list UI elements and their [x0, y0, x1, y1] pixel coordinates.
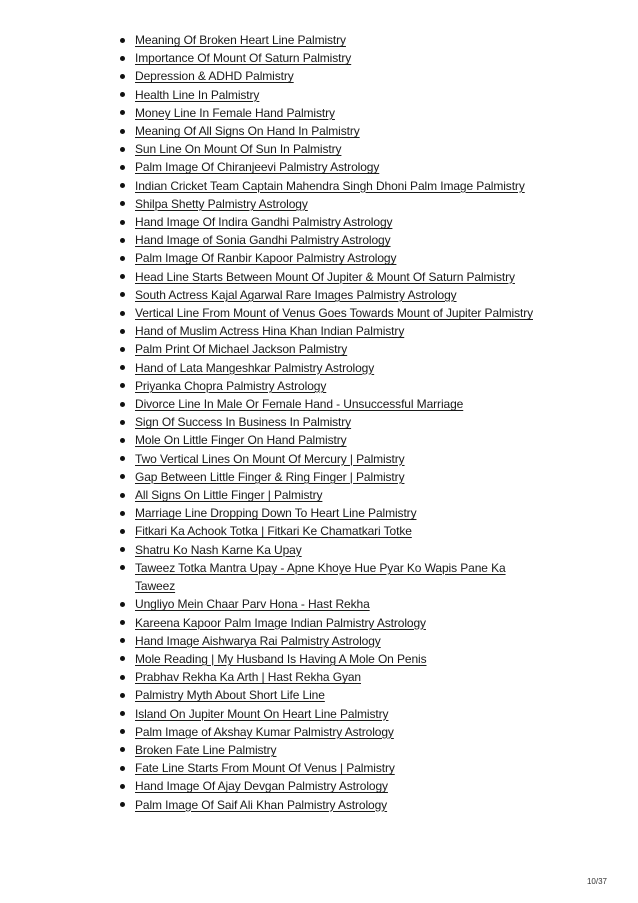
- list-item: [117, 340, 537, 358]
- article-link[interactable]: Hand Image Of Ajay Devgan Palmistry Astrology: [135, 779, 388, 794]
- bullet-icon: [120, 511, 125, 516]
- bullet-icon: [120, 147, 125, 152]
- article-link[interactable]: Ungliyo Mein Chaar Parv Hona - Hast Rekha: [135, 597, 370, 612]
- article-link[interactable]: Island On Jupiter Mount On Heart Line Palmistry: [135, 706, 389, 721]
- bullet-icon: [120, 402, 125, 407]
- list-item: [117, 450, 537, 468]
- article-link[interactable]: Gap Between Little Finger & Ring Finger | Palmistry: [135, 469, 405, 484]
- bullet-icon: [120, 565, 125, 570]
- article-link[interactable]: Sun Line On Mount Of Sun In Palmistry: [135, 142, 342, 157]
- list-item: [117, 723, 537, 741]
- bullet-icon: [120, 766, 125, 771]
- list-item: [117, 486, 537, 504]
- list-item: [117, 686, 537, 704]
- article-link[interactable]: Hand Image Aishwarya Rai Palmistry Astrology: [135, 633, 381, 648]
- list-item: [117, 759, 537, 777]
- article-link[interactable]: Health Line In Palmistry: [135, 87, 260, 102]
- bullet-icon: [120, 729, 125, 734]
- bullet-icon: [120, 329, 125, 334]
- article-link[interactable]: Palmistry Myth About Short Life Line: [135, 688, 325, 703]
- list-item: [117, 741, 537, 759]
- article-link[interactable]: Depression & ADHD Palmistry: [135, 69, 294, 84]
- bullet-icon: [120, 129, 125, 134]
- bullet-icon: [120, 274, 125, 279]
- article-link[interactable]: Palm Image Of Chiranjeevi Palmistry Astrology: [135, 160, 380, 175]
- list-item: [117, 796, 537, 814]
- article-link[interactable]: Palm Image Of Saif Ali Khan Palmistry Astrology: [135, 797, 388, 812]
- list-item: [117, 231, 537, 249]
- bullet-icon: [120, 420, 125, 425]
- list-item: [117, 249, 537, 267]
- article-link[interactable]: Fate Line Starts From Mount Of Venus | Palmistry: [135, 761, 395, 776]
- list-item: [117, 322, 537, 340]
- bullet-icon: [120, 456, 125, 461]
- list-item: [117, 777, 537, 795]
- article-link[interactable]: Hand of Muslim Actress Hina Khan Indian Palmistry: [135, 324, 405, 339]
- list-item: [117, 286, 537, 304]
- article-link[interactable]: Broken Fate Line Palmistry: [135, 742, 277, 757]
- article-link[interactable]: Hand of Lata Mangeshkar Palmistry Astrology: [135, 360, 375, 375]
- list-item: [117, 140, 537, 158]
- list-item: [117, 650, 537, 668]
- article-link[interactable]: Priyanka Chopra Palmistry Astrology: [135, 378, 327, 393]
- article-link[interactable]: Hand Image of Sonia Gandhi Palmistry Astrology: [135, 233, 391, 248]
- bullet-icon: [120, 438, 125, 443]
- bullet-icon: [120, 220, 125, 225]
- article-link[interactable]: Kareena Kapoor Palm Image Indian Palmistry Astrology: [135, 615, 426, 630]
- bullet-icon: [120, 38, 125, 43]
- list-item: [117, 468, 537, 486]
- article-link[interactable]: Mole Reading | My Husband Is Having A Mole On Penis: [135, 651, 427, 666]
- list-item: [117, 49, 537, 67]
- list-item: [117, 268, 537, 286]
- bullet-icon: [120, 311, 125, 316]
- bullet-icon: [120, 383, 125, 388]
- article-link[interactable]: Vertical Line From Mount of Venus Goes Towards Mount of Jupiter Palmistry: [135, 306, 533, 321]
- list-item: [117, 359, 537, 377]
- article-link[interactable]: Palm Image of Akshay Kumar Palmistry Astrology: [135, 724, 394, 739]
- bullet-icon: [120, 784, 125, 789]
- list-item: [117, 377, 537, 395]
- list-item: [117, 559, 537, 595]
- list-item: [117, 541, 537, 559]
- bullet-icon: [120, 693, 125, 698]
- link-list: [117, 31, 537, 814]
- bullet-icon: [120, 747, 125, 752]
- bullet-icon: [120, 256, 125, 261]
- article-link[interactable]: Meaning Of All Signs On Hand In Palmistry: [135, 124, 360, 139]
- article-link[interactable]: Sign Of Success In Business In Palmistry: [135, 415, 352, 430]
- bullet-icon: [120, 656, 125, 661]
- bullet-icon: [120, 474, 125, 479]
- article-link[interactable]: Mole On Little Finger On Hand Palmistry: [135, 433, 347, 448]
- article-link[interactable]: Fitkari Ka Achook Totka | Fitkari Ke Chamatkari Totke: [135, 524, 412, 539]
- article-link[interactable]: Prabhav Rekha Ka Arth | Hast Rekha Gyan: [135, 670, 362, 685]
- article-link[interactable]: Taweez Totka Mantra Upay - Apne Khoye Hue Pyar Ko Wapis Pane Ka Taweez: [135, 560, 506, 594]
- page-number: 10/37: [586, 877, 607, 886]
- bullet-icon: [120, 602, 125, 607]
- bullet-icon: [120, 347, 125, 352]
- bullet-icon: [120, 292, 125, 297]
- bullet-icon: [120, 802, 125, 807]
- bullet-icon: [120, 110, 125, 115]
- list-item: [117, 705, 537, 723]
- bullet-icon: [120, 365, 125, 370]
- bullet-icon: [120, 165, 125, 170]
- article-link[interactable]: Marriage Line Dropping Down To Heart Line Palmistry: [135, 506, 417, 521]
- article-link[interactable]: Meaning Of Broken Heart Line Palmistry: [135, 33, 346, 47]
- bullet-icon: [120, 56, 125, 61]
- list-item: [117, 504, 537, 522]
- list-item: [117, 632, 537, 650]
- list-item: [117, 195, 537, 213]
- bullet-icon: [120, 183, 125, 188]
- bullet-icon: [120, 238, 125, 243]
- article-link[interactable]: Two Vertical Lines On Mount Of Mercury | Palmistry: [135, 451, 405, 466]
- bullet-icon: [120, 529, 125, 534]
- list-item: [117, 522, 537, 540]
- bullet-icon: [120, 74, 125, 79]
- article-link[interactable]: Hand Image Of Indira Gandhi Palmistry Astrology: [135, 215, 393, 230]
- article-link[interactable]: Palm Print Of Michael Jackson Palmistry: [135, 342, 348, 357]
- list-item: [117, 395, 537, 413]
- list-item: [117, 668, 537, 686]
- article-link[interactable]: Divorce Line In Male Or Female Hand - Unsuccessful Marriage: [135, 397, 464, 412]
- list-item: [117, 213, 537, 231]
- list-item: [117, 31, 537, 49]
- list-item: [117, 177, 537, 195]
- article-link[interactable]: Importance Of Mount Of Saturn Palmistry: [135, 51, 352, 66]
- list-item: [117, 431, 537, 449]
- article-link[interactable]: All Signs On Little Finger | Palmistry: [135, 488, 323, 503]
- bullet-icon: [120, 201, 125, 206]
- list-item: [117, 595, 537, 613]
- list-item: [117, 158, 537, 176]
- bullet-icon: [120, 92, 125, 97]
- list-item: [117, 304, 537, 322]
- bullet-icon: [120, 638, 125, 643]
- article-link[interactable]: Shatru Ko Nash Karne Ka Upay: [135, 542, 302, 557]
- article-link[interactable]: Palm Image Of Ranbir Kapoor Palmistry Astrology: [135, 251, 397, 266]
- bullet-icon: [120, 620, 125, 625]
- list-item: [117, 122, 537, 140]
- list-item: [117, 614, 537, 632]
- bullet-icon: [120, 675, 125, 680]
- article-link[interactable]: Indian Cricket Team Captain Mahendra Singh Dhoni Palm Image Palmistry: [135, 178, 525, 193]
- article-link[interactable]: Shilpa Shetty Palmistry Astrology: [135, 196, 308, 211]
- bullet-icon: [120, 493, 125, 498]
- bullet-icon: [120, 547, 125, 552]
- list-item: [117, 104, 537, 122]
- article-link[interactable]: South Actress Kajal Agarwal Rare Images Palmistry Astrology: [135, 287, 457, 302]
- list-item: [117, 86, 537, 104]
- article-link[interactable]: Money Line In Female Hand Palmistry: [135, 105, 335, 120]
- list-item: [117, 413, 537, 431]
- list-item: [117, 67, 537, 85]
- bullet-icon: [120, 711, 125, 716]
- article-link[interactable]: Head Line Starts Between Mount Of Jupiter & Mount Of Saturn Palmistry: [135, 269, 515, 284]
